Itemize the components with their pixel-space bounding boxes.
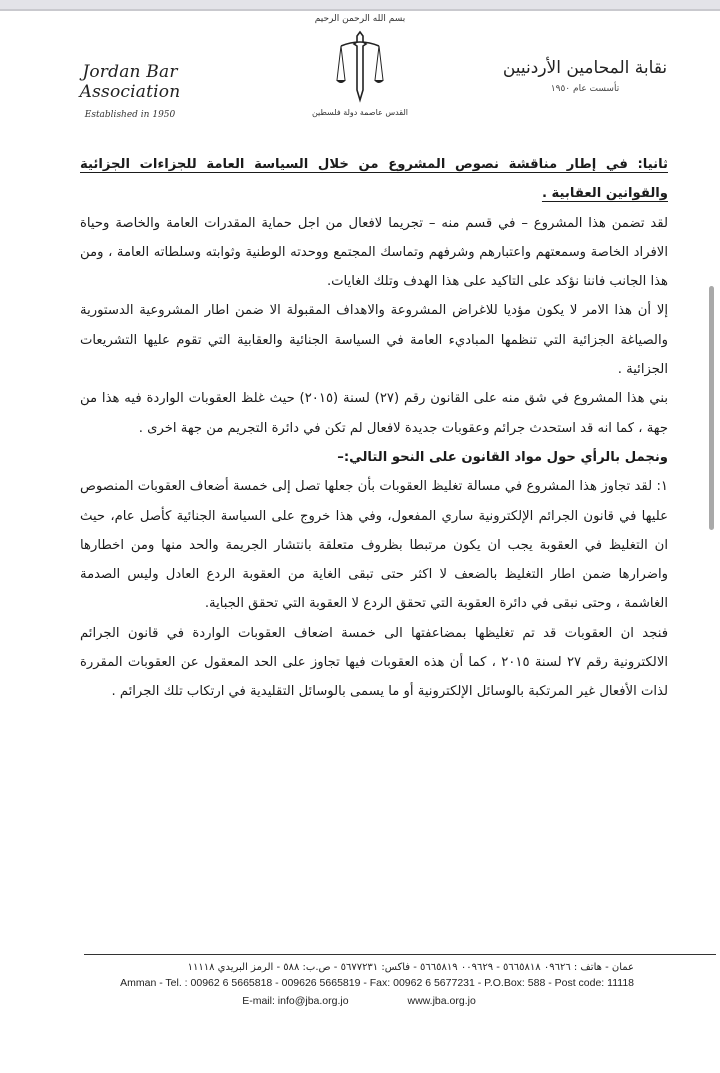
vertical-scrollbar[interactable] xyxy=(709,286,714,530)
basmala-text: بسم الله الرحمن الرحيم xyxy=(314,14,406,24)
viewer-top-bar xyxy=(0,0,720,11)
letterhead-emblem xyxy=(310,14,410,117)
footer-english-contact: Amman - Tel. : 00962 6 5665818 - 009626 5665819 - Fax: 00962 6 5677231 - P.O.Box: 588 - Post code: 11118 xyxy=(120,977,634,989)
paragraph: بني هذا المشروع في شق منه على القانون رقم (٢٧) لسنة (٢٠١٥) حيث غلظ العقوبات الواردة فيه هذا من جهة ، كما انه قد استحدث جرائم وعقوبات جديدة لافعال لم تكن في دائرة التجريم من جهة اخرى . xyxy=(80,391,668,436)
scales-sword-emblem-icon xyxy=(335,28,385,106)
letterhead-arabic xyxy=(480,58,690,94)
footer-divider xyxy=(84,954,716,955)
english-established: Established in 1950 xyxy=(84,110,176,120)
point-item: ١: لقد تجاوز هذا المشروع في مسالة تغليظ العقوبات بأن جعلها تصل إلى خمسة أضعاف العقوبات المنصوص عليها في قانون الجرائم الإلكترونية ساري المفعول، وفي هذا خروج على السياسة الجنائية كأصل عام، حيث ان التغليظ في العقوبة يجب ان يكون مرتبطا بظروف متعلقة بانتشار الجريمة والحد منها ومن اخطارها واضرارها ضمن اطار التغليظ بالضعف لا اكثر حتى تبقى الغاية من العقوبة الردع العادل وليس الصدمة الغاشمة ، وحتى نبقى في دائرة العقوبة التي تحقق الردع لا العقوبة التي تحقق الجباية. xyxy=(80,479,668,612)
document-body xyxy=(80,150,668,707)
footer-email[interactable]: E-mail: info@jba.org.jo xyxy=(242,995,349,1007)
footer-online xyxy=(84,993,634,1009)
english-org-name: Jordan Bar Association xyxy=(79,62,181,102)
section-heading: ثانيا: في إطار مناقشة نصوص المشروع من خلال السياسة العامة للجزاءات الجزائية والقوانين العقابية . xyxy=(80,157,668,202)
emblem-motto: القدس عاصمة دولة فلسطين xyxy=(311,108,409,117)
arabic-org-name: نقابة المحامين الأردنيين xyxy=(502,58,668,78)
paragraph: إلا أن هذا الامر لا يكون مؤديا للاغراض المشروعة والاهداف المقبولة الا ضمن اطار المشروعية الدستورية والصياغة الجزائية التي تنظمها المباديء العامة في السياسة الجنائية والعقابية التي تقوم عليها التشريعات الجزائية . xyxy=(80,303,668,378)
footer-arabic-contact: عمان - هاتف : ٠٩٦٢٦ ٥٦٦٥٨١٨ - ٠٠٩٦٢٩ ٥٦٦٥٨١٩ - فاكس: ٥٦٧٧٢٣١ - ص.ب: ٥٨٨ - الرمز البريدي ١١١١٨ xyxy=(187,962,634,973)
points-intro: ونجمل بالرأي حول مواد القانون على النحو التالي:– xyxy=(337,449,668,465)
footer-website[interactable]: www.jba.org.jo xyxy=(407,995,476,1007)
paragraph: لقد تضمن هذا المشروع – في قسم منه – تجريما لافعال من اجل حماية المقدرات العامة والخاصة وحياة الافراد الخاصة وسمعتهم واعتبارهم وشرفهم وتماسك المجتمع ووحدته الوطنية وثوابته وسلطاته العامة ، ومن هذا الجانب فاننا نؤكد على التاكيد على هذا الهدف وتلك الغايات. xyxy=(80,215,668,290)
point-item: فنجد ان العقوبات قد تم تغليظها بمضاعفتها الى خمسة اضعاف العقوبات الواردة في قانون الجرائم الالكترونية رقم ٢٧ لسنة ٢٠١٥ ، كما أن هذه العقوبات فيها تجاوز على الحد المعقول عن العقوبات المقررة لذات الأفعال غير المرتكبة بالوسائل الإلكترونية أو ما يسمى بالوسائل التقليدية في ارتكاب تلك الجرائم . xyxy=(80,625,669,700)
arabic-established: تأسست عام ١٩٥٠ xyxy=(550,84,620,94)
letterhead-footer xyxy=(84,960,634,1009)
letterhead-english xyxy=(30,62,230,120)
